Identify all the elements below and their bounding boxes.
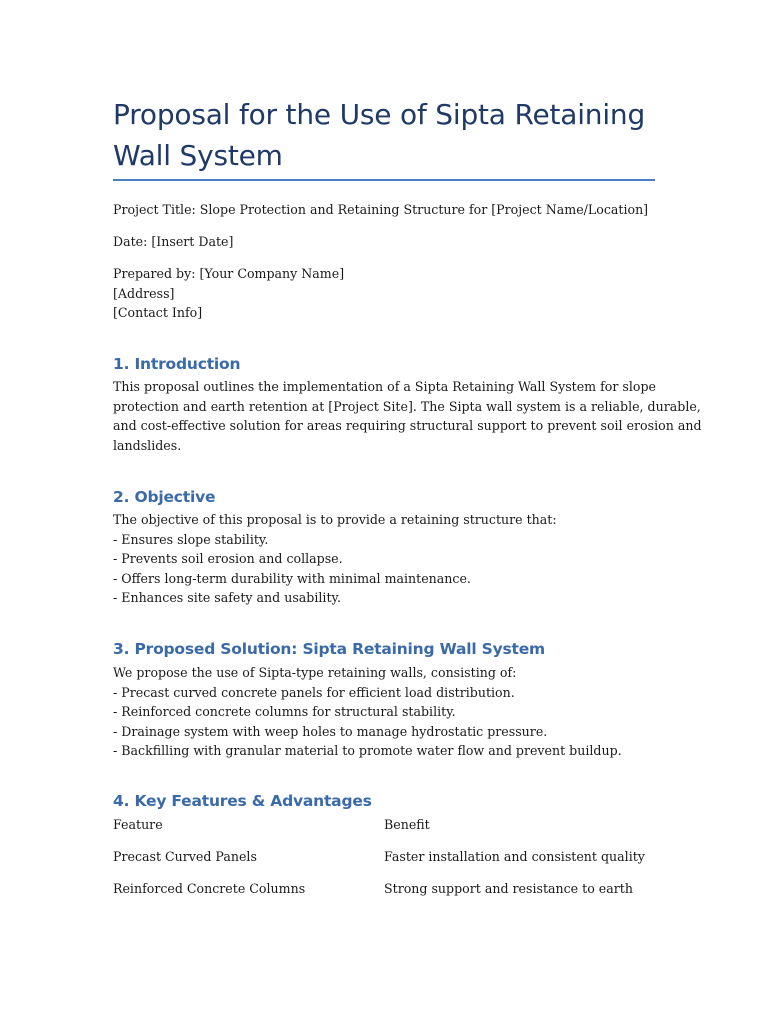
prepared-by-block	[113, 264, 655, 323]
objective-line: - Enhances site safety and usability.	[113, 590, 341, 605]
heading-objective: 2. Objective	[113, 488, 216, 506]
prepared-by-contact: [Contact Info]	[113, 305, 203, 320]
heading-proposed-solution: 3. Proposed Solution: Sipta Retaining Wall System	[113, 640, 545, 658]
heading-key-features: 4. Key Features & Advantages	[113, 792, 372, 810]
solution-line: We propose the use of Sipta-type retaining walls, consisting of:	[113, 665, 517, 680]
solution-paragraph	[113, 663, 655, 761]
table-cell-feature: Precast Curved Panels	[113, 849, 257, 864]
date-text: Date: [Insert Date]	[113, 234, 234, 249]
table-row	[113, 879, 655, 911]
column-header-feature: Feature	[113, 817, 163, 832]
objective-line: - Ensures slope stability.	[113, 531, 269, 547]
introduction-paragraph	[113, 377, 702, 455]
objective-paragraph	[113, 510, 655, 608]
column-header-benefit: Benefit	[384, 817, 430, 832]
objective-line: - Prevents soil erosion and collapse.	[113, 551, 343, 566]
prepared-by-address: [Address]	[113, 285, 175, 301]
introduction-line: and cost-effective solution for areas requiring structural support to prevent soil erosion and	[113, 418, 702, 433]
prepared-by-company: Prepared by: [Your Company Name]	[113, 266, 345, 281]
table-header-row	[113, 815, 655, 847]
document-title: Proposal for the Use of Sipta Retaining Wall System	[113, 98, 646, 172]
project-title-text: Project Title: Slope Protection and Retaining Structure for [Project Name/Location]	[113, 202, 649, 217]
title-divider	[113, 179, 655, 181]
solution-line: - Backfilling with granular material to promote water flow and prevent buildup.	[113, 743, 622, 758]
table-cell-feature: Reinforced Concrete Columns	[113, 881, 306, 896]
solution-line: - Reinforced concrete columns for structural stability.	[113, 704, 456, 719]
solution-line: - Drainage system with weep holes to manage hydrostatic pressure.	[113, 723, 548, 739]
objective-line: - Offers long-term durability with minimal maintenance.	[113, 570, 471, 586]
introduction-line: This proposal outlines the implementation of a Sipta Retaining Wall System for slope	[113, 379, 656, 394]
features-table	[113, 815, 655, 911]
date-line	[113, 232, 655, 252]
heading-introduction: 1. Introduction	[113, 355, 241, 373]
introduction-line: protection and earth retention at [Project Site]. The Sipta wall system is a reliable, durable,	[113, 398, 701, 414]
project-title-line	[113, 200, 655, 220]
table-row	[113, 847, 655, 879]
table-cell-benefit: Faster installation and consistent quality	[384, 849, 645, 864]
introduction-line: landslides.	[113, 437, 182, 453]
table-cell-benefit: Strong support and resistance to earth	[384, 881, 633, 896]
solution-line: - Precast curved concrete panels for efficient load distribution.	[113, 684, 515, 700]
objective-line: The objective of this proposal is to provide a retaining structure that:	[113, 512, 557, 527]
